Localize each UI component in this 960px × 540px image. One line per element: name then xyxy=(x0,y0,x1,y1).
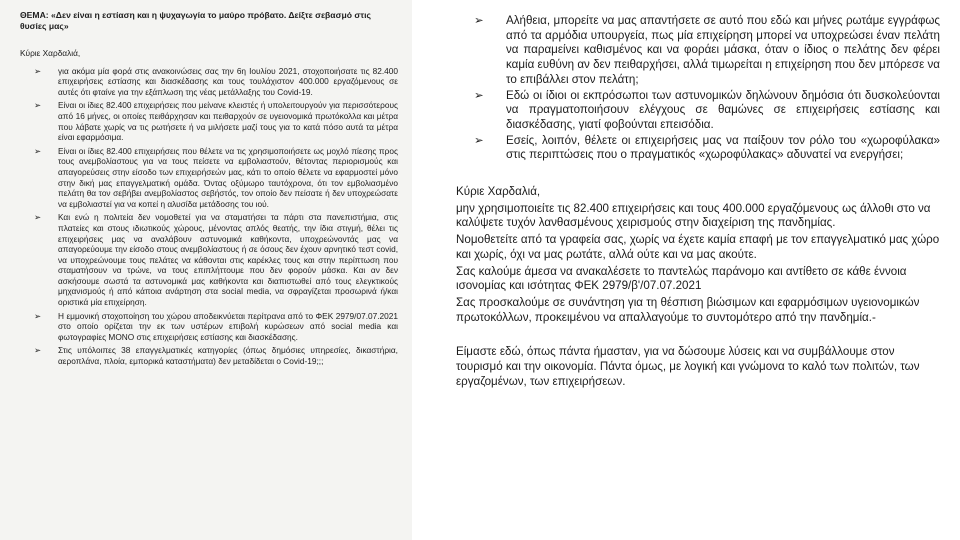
letter-paragraph: μην χρησιμοποιείτε τις 82.400 επιχειρήσεις και τους 400.000 εργαζόμενους ως άλλοθι στο να καλύψετε τυχόν λανθασμένους χειρισμούς στην διαχείριση της πανδημίας. xyxy=(456,201,931,230)
list-item-text: Αλήθεια, μπορείτε να μας απαντήσετε σε αυτό που εδώ και μήνες ρωτάμε εγγράφως από τα αρμόδια υπουργεία, πως μία επιχείρηση μπορεί να υποχρεώσει έναν πελάτη να παραμείνει καθισμένος και να φοράει μάσκα, όταν ο ίδιος ο πελάτης δεν φέρει καμία ευθύνη αν δεν πειθαρχήσει, αλλά τιμωρείται η επιχείρηση που δεν μπόρεσε να το επιβάλλει στον πελάτη; xyxy=(506,14,940,86)
list-item xyxy=(34,66,398,98)
right-arrow-icon: ➢ xyxy=(34,65,41,76)
right-arrow-icon: ➢ xyxy=(474,133,484,147)
list-item xyxy=(34,311,398,343)
list-item xyxy=(474,14,940,88)
letter-greeting: Κύριε Χαρδαλιά, xyxy=(20,48,81,58)
letter-greeting: Κύριε Χαρδαλιά, xyxy=(456,185,541,199)
list-item xyxy=(34,345,398,366)
list-item xyxy=(474,89,940,133)
bullet-list xyxy=(20,66,398,367)
list-item xyxy=(34,146,398,210)
right-arrow-icon: ➢ xyxy=(34,310,41,321)
list-item xyxy=(34,212,398,307)
list-item xyxy=(474,134,940,163)
right-arrow-icon: ➢ xyxy=(34,100,41,111)
list-item-text: Είναι οι ίδιες 82.400 επιχειρήσεις που μείνανε κλειστές ή υπολειτουργούν για περισσότερους από 16 μήνες, οι οποίες πειθάρχησαν και πειθαρχούν σε υγειονομικά πρωτόκολλα και μέτρα που λάβατε χωρίς να τις ρωτήσετε ή να μιλήσετε μαζί τους για το κατά πόσο αυτά τα μέτρα είναι εφαρμόσιμα. xyxy=(58,100,398,143)
list-item-text: Και ενώ η πολιτεία δεν νομοθετεί για να σταματήσει τα πάρτι στα πανεπιστήμια, στις πλατείες και στους ιδιωτικούς χώρους, μένοντας απλός θεατής, την ίδια στιγμή, θέλει τις επιχειρήσεις μας να αναλάβουν αστυνομικά καθήκοντα, υποχρεώνοντάς μας να απαγορεύουμε την είσοδο στους ανεμβολίαστους ή σε όσους δεν έχουν αρνητικό τεστ covid, να υποχρεώνουμε τους πελάτες να κάθονται στις καρέκλες τους και στην περίπτωση που σταματήσουν να τρώνε, να τους επιπλήττουμε που δεν φορούν μάσκα. Και αν δεν ασκήσουμε σωστά τα αστυνομικά μας καθήκοντα και διαπιστωθεί από τους ελεγκτικούς μηχανισμούς ή από κάποια ανάρτηση στα social media, να σφραγίζεται προσωρινά ή/και οριστικά μία επιχείρηση. xyxy=(58,212,398,308)
letter-page-left xyxy=(0,0,412,540)
list-item-text: για ακόμα μία φορά στις ανακοινώσεις σας την 6η Ιουλίου 2021, στοχοποιήσατε τις 82.400 επιχειρήσεις εστίασης και διασκέδασης και τους τουλάχιστον 400.000 εργαζόμενους σε αυτές ότι φταίνε για την εξάπλωση της νέας μετάλλαξης του Covid-19. xyxy=(58,65,398,97)
right-arrow-icon: ➢ xyxy=(474,14,484,27)
letter-page-right xyxy=(436,0,960,540)
list-item-text: Η εμμονική στοχοποίηση του χώρου αποδεικνύεται περίτρανα από το ΦΕΚ 2979/07.07.2021 στο οποίο ορίζεται την εκ των υστέρων επιβολή κυρώσεων από social media και φωτογραφίες ΜΟΝΟ στις επιχειρήσεις εστίασης και διασκέδασης. xyxy=(58,310,398,342)
page-gap xyxy=(412,0,436,540)
letter-paragraph: Νομοθετείτε από τα γραφεία σας, χωρίς να έχετε καμία επαφή με τον επαγγελματικό μας χώρο και χωρίς, όχι να μας ρωτάτε, αλλά ούτε και να μας ακούτε. xyxy=(456,233,940,261)
list-item xyxy=(34,100,398,142)
right-arrow-icon: ➢ xyxy=(474,88,484,102)
right-arrow-icon: ➢ xyxy=(34,145,41,156)
right-arrow-icon: ➢ xyxy=(34,212,41,223)
list-item-text: Εδώ οι ίδιοι οι εκπρόσωποι των αστυνομικών δηλώνουν δημόσια ότι δυσκολεύονται να πραγματοποιήσουν ελέγχους σε θαμώνες σε επιχειρήσεις εστίασης και διασκέδασης, γιατί φοβούνται επεισόδια. xyxy=(506,88,940,131)
letter-paragraph: Σας προσκαλούμε σε συνάντηση για τη θέσπιση βιώσιμων και εφαρμόσιμων υγειονομικών πρωτοκόλλων, προκειμένου να απαλλαγούμε το συντομότερο από την πανδημία.- xyxy=(456,295,920,324)
list-item-text: Στις υπόλοιπες 38 επαγγελματικές κατηγορίες (όπως δημόσιες υπηρεσίες, δικαστήρια, αεροπλάνα, πλοία, εμπορικά καταστήματα) δεν μεταδίδεται ο Covid-19;;; xyxy=(58,345,398,367)
letter-closing: Είμαστε εδώ, όπως πάντα ήμασταν, για να δώσουμε λύσεις και να συμβάλλουμε στον τουρισμό και την οικονομία. Πάντα όμως, με λογική και γνώμονα το καλό των πολιτών, των εργαζομένων, των επιχειρήσεων. xyxy=(456,345,920,388)
letter-paragraph: Σας καλούμε άμεσα να ανακαλέσετε το παντελώς παράνομο και αντίθετο σε κάθε έννοια ισονομίας και ισότητας ΦΕΚ 2979/β'/07.07.2021 xyxy=(456,264,907,293)
list-item-text: Είναι οι ίδιες 82.400 επιχειρήσεις που θέλετε να τις χρησιμοποιήσετε ως μοχλό πίεσης προς τους ανεμβολίαστους για να τους πείσετε να εμβολιαστούν, θέτοντας περιορισμούς και απαγορεύσεις στην είσοδο των επιχειρήσεών μας, κάτι το οποίο θέλετε να εφαρμοστεί μόνο στην δική μας επαγγελματική ομάδα. Όντας οξύμωρο ταυτόχρονα, ότι τον εμβολιασμένο πελάτη θα τον σεβήβει ανεμβολίαστος σεβήστός, τον οποίο δεν πείσατε ή δεν υποχρεώσατε να εμβολιαστεί για να κοπεί η αλυσίδα μετάδοσης του ιού. xyxy=(58,145,398,209)
right-arrow-icon: ➢ xyxy=(34,345,41,356)
list-item-text: Εσείς, λοιπόν, θέλετε οι επιχειρήσεις μας να παίξουν τον ρόλο του «χωροφύλακα» στις περιπτώσεις που ο πραγματικός «χωροφύλακας» αδυνατεί να ενεργήσει; xyxy=(506,133,940,162)
letter-subject: ΘΕΜΑ: «Δεν είναι η εστίαση και η ψυχαγωγία το μαύρο πρόβατο. Δείξτε σεβασμό στις θυσίες μας» xyxy=(20,10,371,31)
bullet-list xyxy=(456,14,940,163)
